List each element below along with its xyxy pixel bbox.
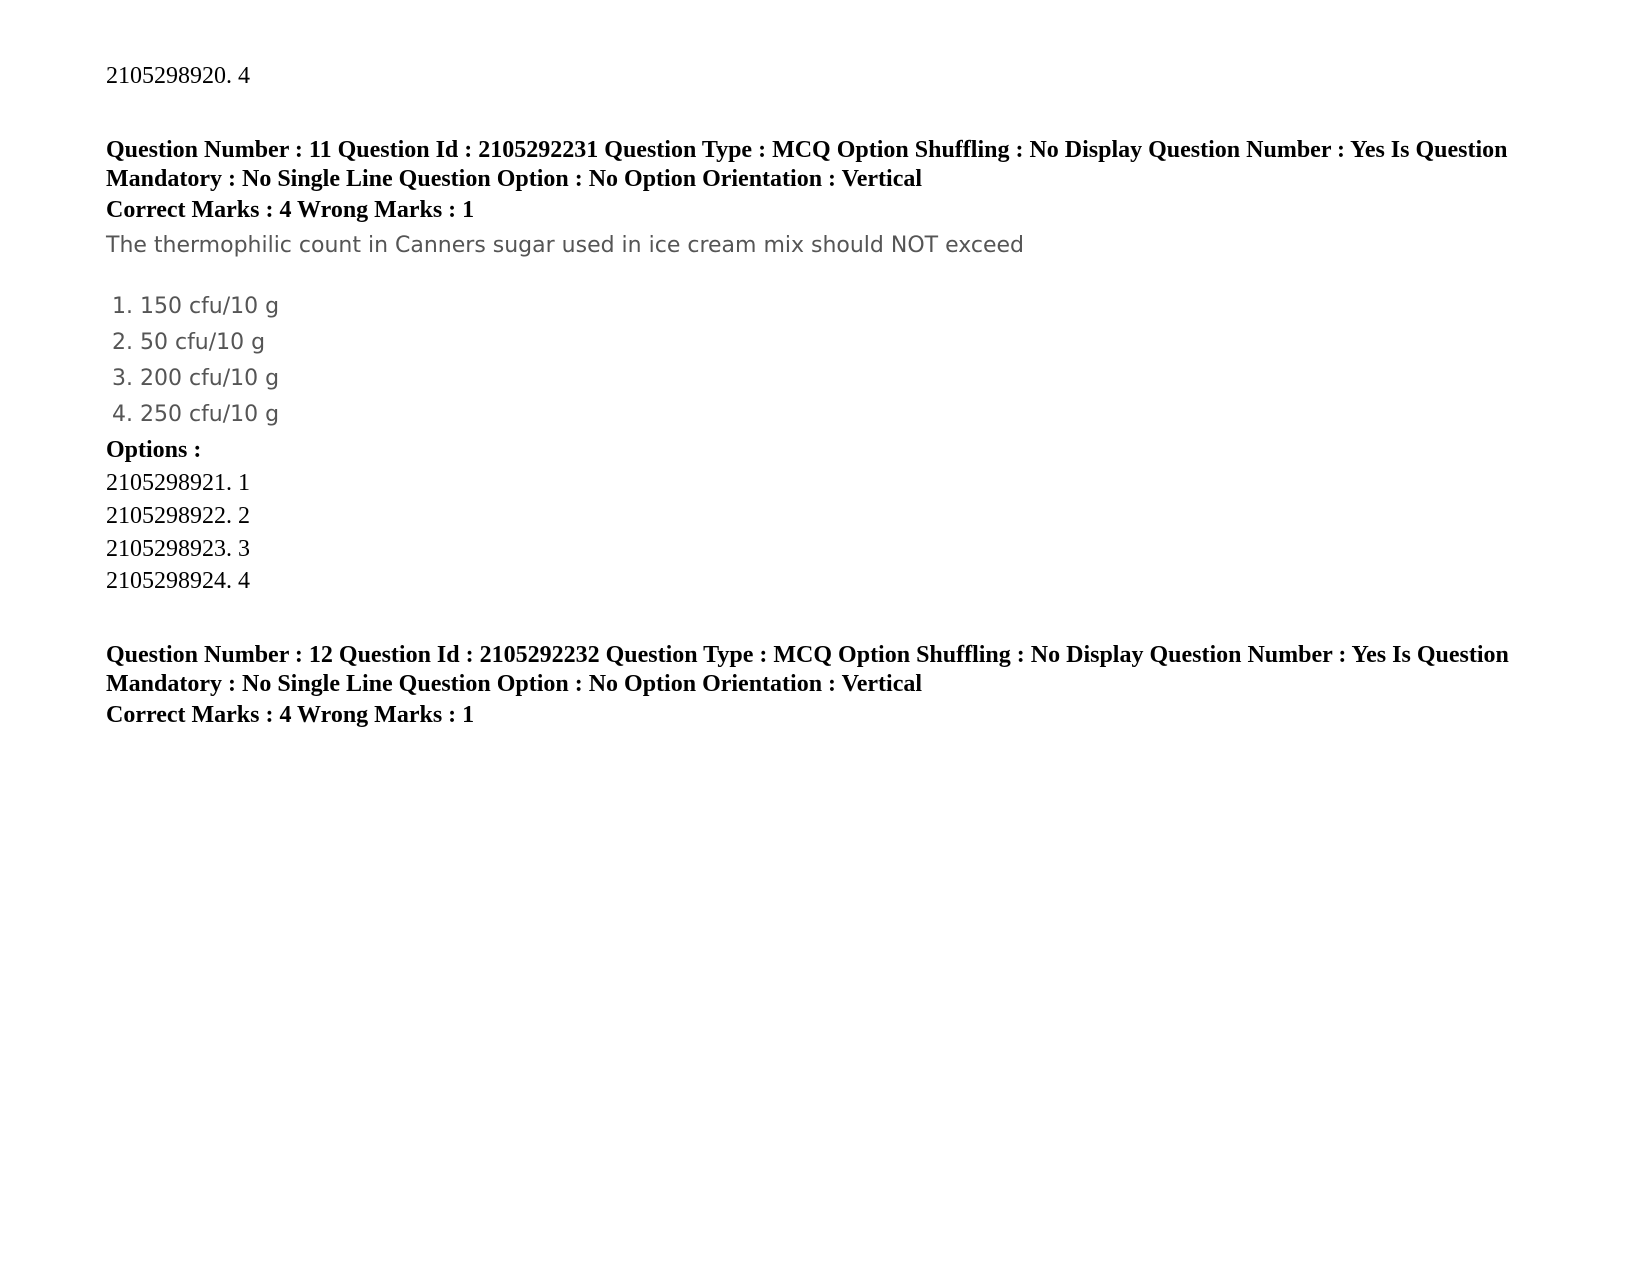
choice-4: 4. 250 cfu/10 g <box>112 402 280 427</box>
question-11-marks: Correct Marks : 4 Wrong Marks : 1 <box>106 197 475 223</box>
option-id-1: 2105298921. 1 <box>106 470 250 496</box>
question-11-header: Question Number : 11 Question Id : 2105292231 Question Type : MCQ Option Shuffling : No Display Question Number : Yes Is Question Mandatory : No Single Line Question Option : No Option Orientation : Vertical <box>106 137 1508 192</box>
options-label: Options : <box>106 437 202 463</box>
question-11-image <box>106 232 1024 260</box>
question-11-stem: The thermophilic count in Canners sugar used in ice cream mix should NOT exceed <box>106 233 1024 258</box>
question-12-marks: Correct Marks : 4 Wrong Marks : 1 <box>106 702 475 728</box>
option-id-3: 2105298923. 3 <box>106 536 250 562</box>
choice-1: 1. 150 cfu/10 g <box>112 294 280 319</box>
question-12-header: Question Number : 12 Question Id : 2105292232 Question Type : MCQ Option Shuffling : No Display Question Number : Yes Is Question Mandatory : No Single Line Question Option : No Option Orientation : Vertical <box>106 642 1509 697</box>
choice-3: 3. 200 cfu/10 g <box>112 366 280 391</box>
previous-option-line: 2105298920. 4 <box>106 63 250 89</box>
option-id-4: 2105298924. 4 <box>106 568 250 594</box>
choice-2: 2. 50 cfu/10 g <box>112 330 266 355</box>
option-id-2: 2105298922. 2 <box>106 503 250 529</box>
